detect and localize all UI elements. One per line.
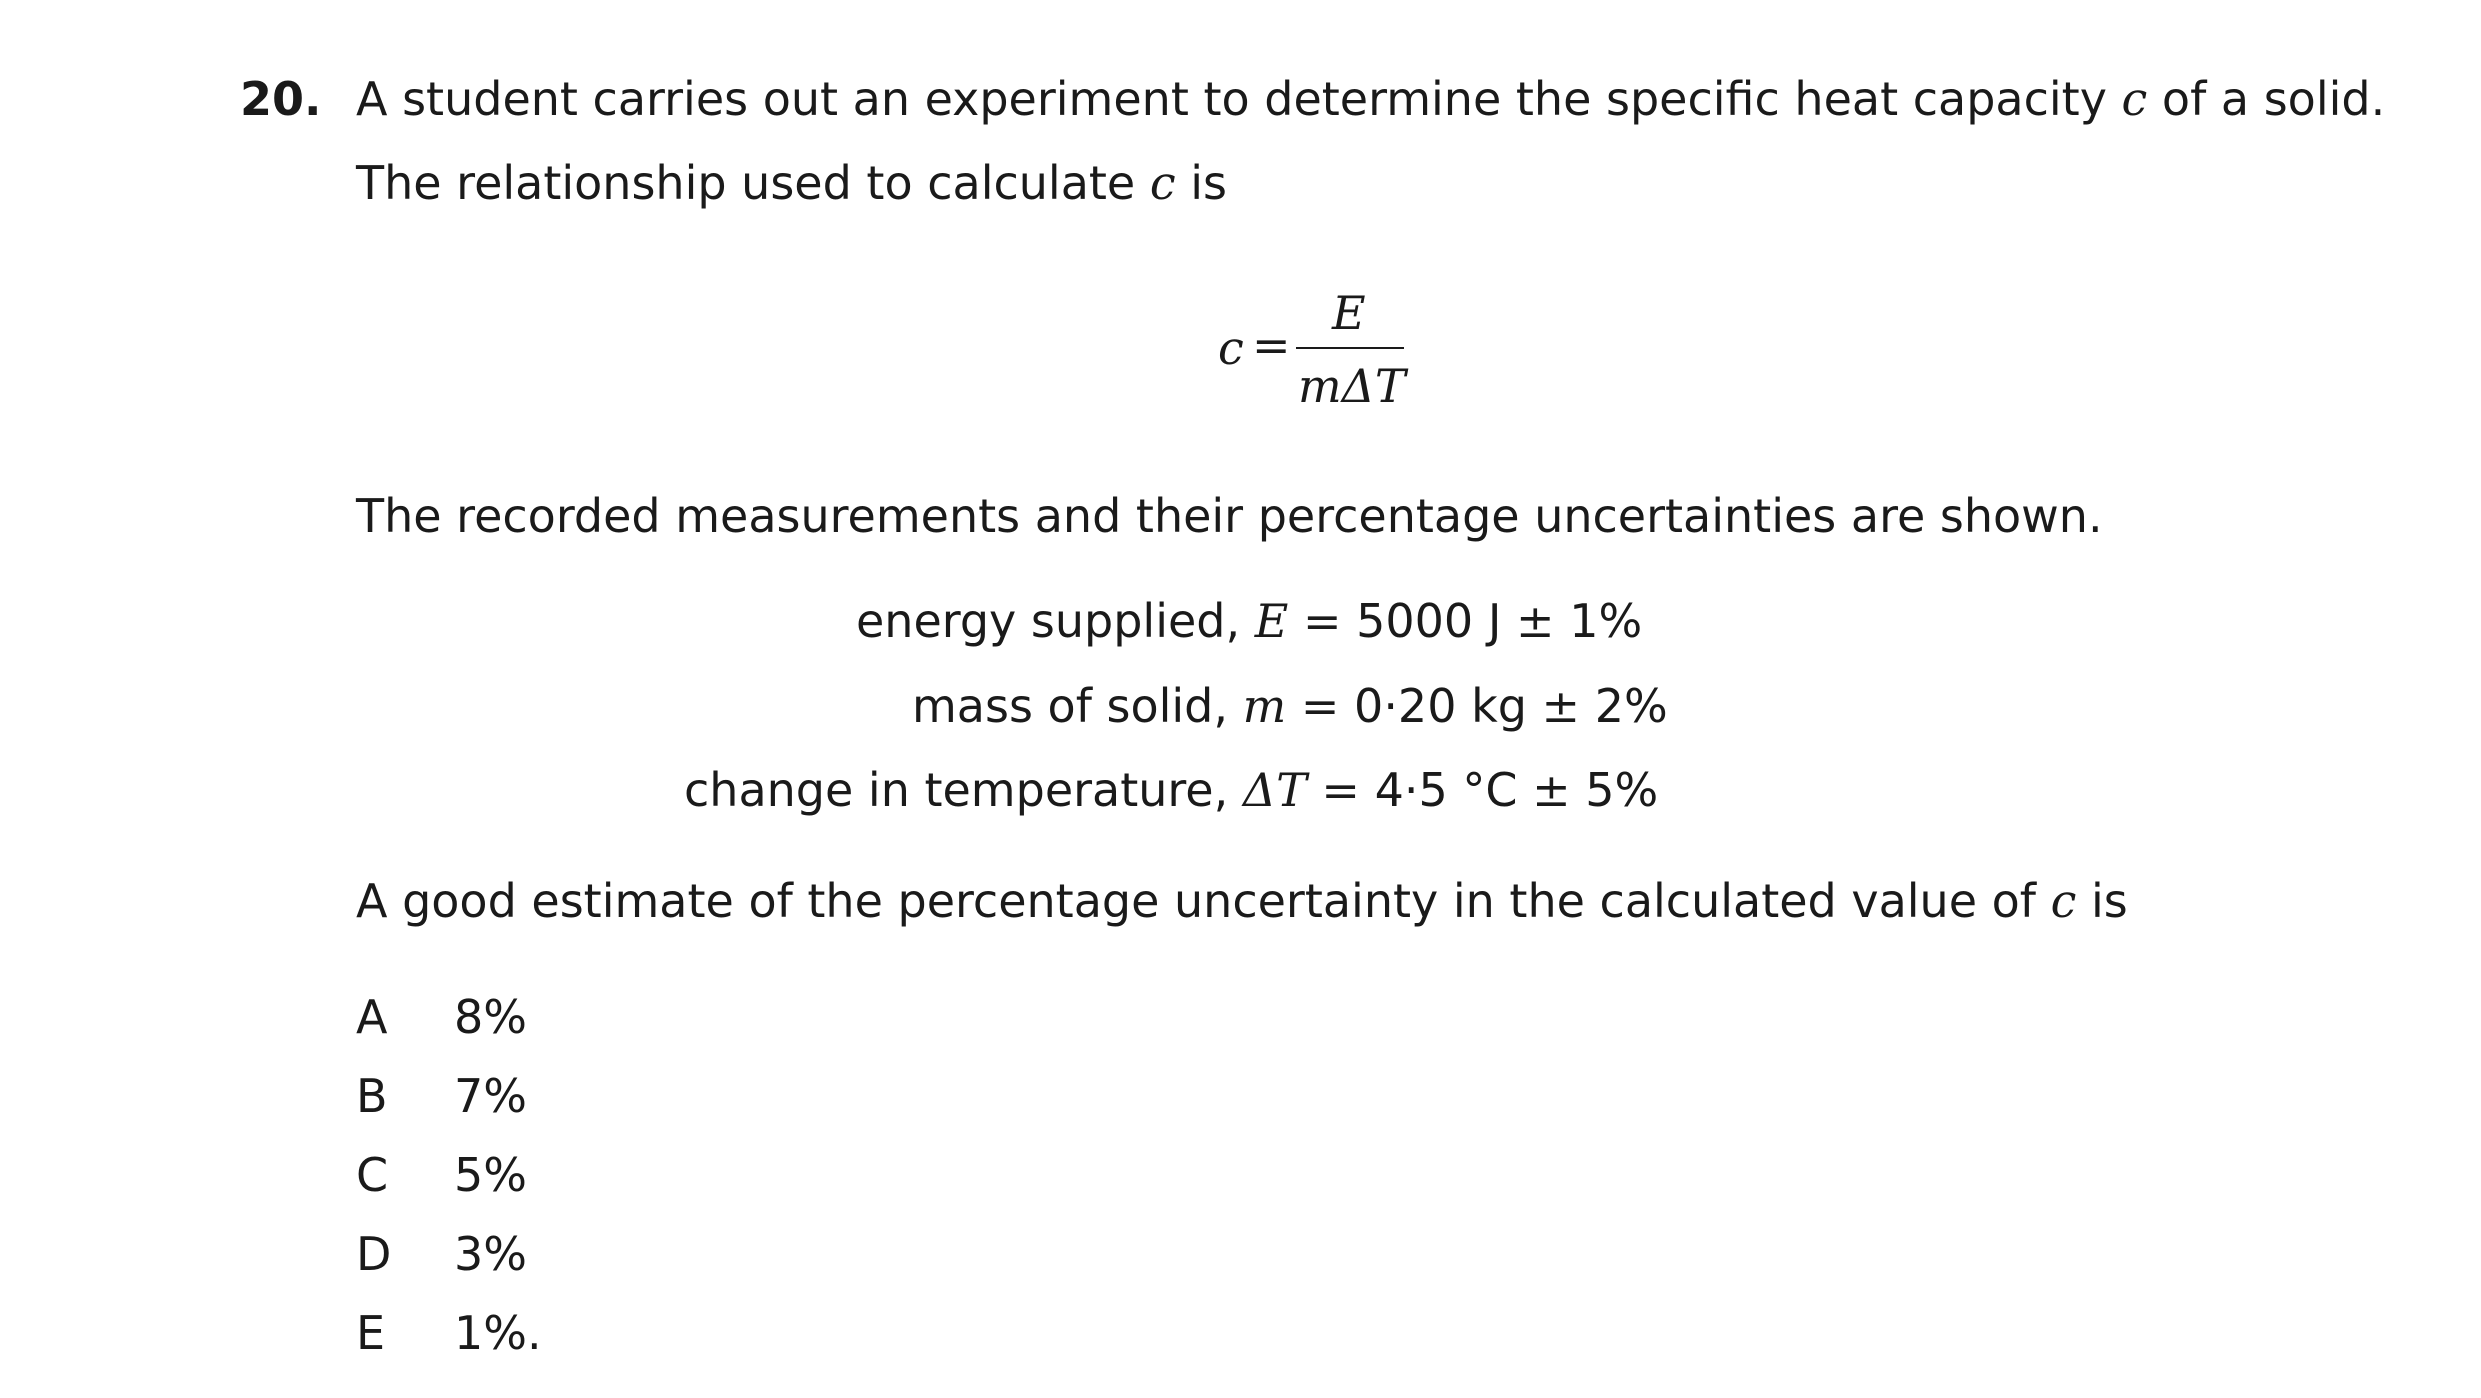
measurement-symbol: E — [1254, 594, 1289, 648]
measurement-label: energy supplied, — [856, 594, 1255, 648]
measurement-plus-minus: ± — [1517, 763, 1586, 817]
measurement-value: 4·5 °C — [1374, 763, 1518, 817]
measurement-uncertainty: 1% — [1569, 594, 1643, 648]
formula-denominator: mΔT — [1298, 359, 1406, 413]
stem-text-1: A student carries out an experiment to determine the specific heat capacity — [356, 72, 2122, 126]
stem-text-2: of a solid. — [2147, 72, 2386, 126]
measurement-plus-minus: ± — [1501, 594, 1570, 648]
measurement-uncertainty: 2% — [1594, 679, 1668, 733]
question-number: 20. — [240, 72, 322, 126]
option-value: 1%. — [454, 1306, 542, 1360]
measurement-equals: = — [1286, 679, 1355, 733]
option-value: 5% — [454, 1148, 527, 1202]
relationship-text — [356, 156, 1227, 210]
option-value: 8% — [454, 990, 527, 1044]
measurement-uncertainty: 5% — [1585, 763, 1659, 817]
option-letter: A — [356, 990, 388, 1044]
measurement-symbol: m — [1242, 679, 1287, 733]
measurements-intro: The recorded measurements and their percentage uncertainties are shown. — [356, 489, 2103, 543]
measurement-label: change in temperature, — [684, 763, 1243, 817]
estimate-text-2: is — [2076, 874, 2128, 928]
option-letter: D — [356, 1227, 392, 1281]
measurement-temperature — [684, 763, 1659, 817]
measurement-value: 5000 J — [1356, 594, 1502, 648]
measurement-label: mass of solid, — [912, 679, 1243, 733]
measurement-equals: = — [1306, 763, 1375, 817]
formula-equals: = — [1252, 318, 1291, 372]
estimate-text-1: A good estimate of the percentage uncertainty in the calculated value of — [356, 874, 2051, 928]
option-value: 3% — [454, 1227, 527, 1281]
option-letter: C — [356, 1148, 389, 1202]
measurement-symbol: ΔT — [1242, 763, 1307, 817]
relationship-text-1: The relationship used to calculate — [356, 156, 1150, 210]
measurement-value: 0·20 kg — [1354, 679, 1527, 733]
option-letter: E — [356, 1306, 386, 1360]
measurement-equals: = — [1288, 594, 1357, 648]
option-letter: B — [356, 1069, 388, 1123]
measurement-mass — [912, 679, 1668, 733]
relationship-text-2: is — [1175, 156, 1227, 210]
estimate-variable-c: c — [2050, 874, 2077, 928]
measurement-energy — [856, 594, 1643, 648]
fraction-bar — [1296, 347, 1404, 349]
question-stem — [356, 72, 2386, 126]
formula-lhs: c — [1218, 321, 1244, 375]
relationship-variable-c: c — [1149, 156, 1176, 210]
stem-variable-c: c — [2121, 72, 2148, 126]
measurement-plus-minus: ± — [1526, 679, 1595, 733]
estimate-text — [356, 874, 2128, 928]
formula-numerator: E — [1332, 286, 1366, 340]
option-value: 7% — [454, 1069, 527, 1123]
